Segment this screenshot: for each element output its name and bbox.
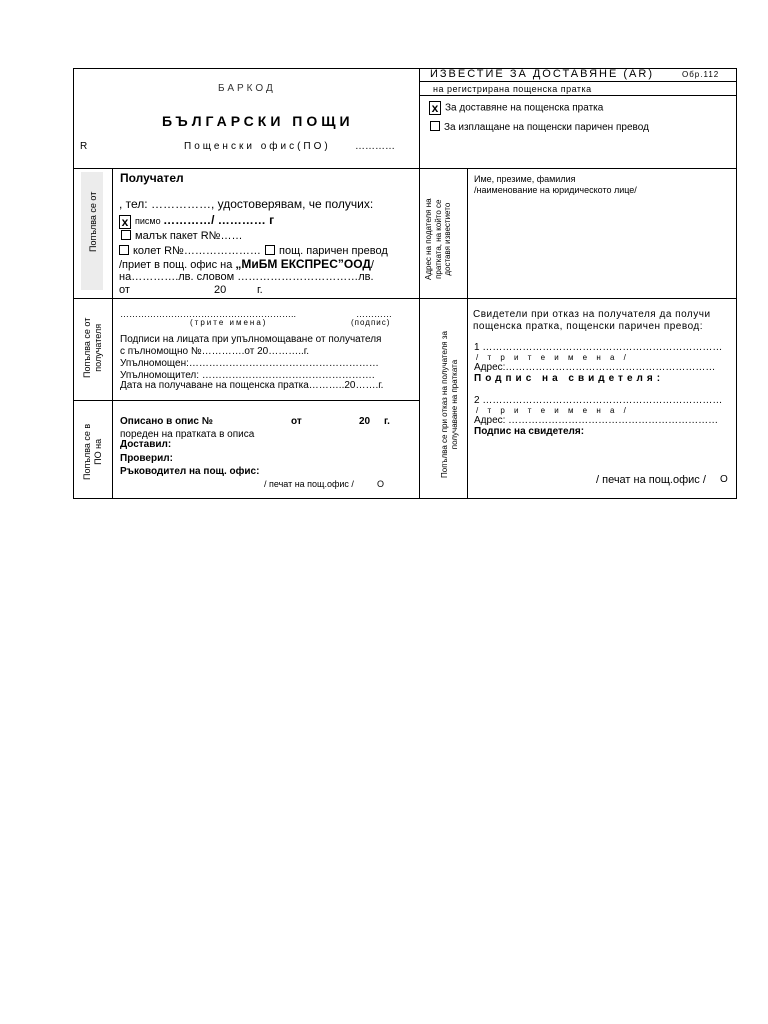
- year-label: 20: [214, 284, 227, 296]
- side-label-2-line-a: Попълва се от: [82, 317, 92, 378]
- receipt-date: Дата на получаване на пощенска пратка………..20…….г.: [120, 380, 384, 391]
- frame-right: [736, 68, 737, 499]
- option-payment-row: [430, 122, 649, 134]
- frame-bottom: [73, 498, 737, 499]
- refusal-side-line-b: получаване на пратката: [449, 359, 459, 450]
- post-office-dots: …………: [355, 141, 395, 152]
- witness-1-sign: Подпис на свидетеля:: [474, 373, 665, 384]
- accepted-line: [119, 258, 374, 272]
- entity-label: /наименование на юридическото лице/: [474, 185, 637, 195]
- h-line-400: [73, 400, 420, 401]
- right-col-divider: [467, 168, 468, 499]
- names-dots: …………………………………………………..: [120, 309, 297, 319]
- h-line-298: [73, 298, 737, 299]
- letter-fill: …………/ ………… г: [163, 213, 275, 227]
- inventory-year: 20: [359, 416, 371, 427]
- name-label: Име, презиме, фамилия: [474, 174, 576, 184]
- inventory-g: г.: [384, 416, 390, 427]
- checked-label: Проверил:: [120, 453, 173, 464]
- side-label-2: [82, 318, 104, 378]
- left-stamp-o: О: [377, 479, 385, 489]
- r-label: R: [80, 141, 88, 152]
- subtitle-underline: [420, 95, 737, 96]
- inventory-number: пореден на пратката в описа: [120, 429, 255, 440]
- amount-line: на………….лв. словом ……………………………лв.: [119, 271, 374, 283]
- letter-checkbox[interactable]: x: [119, 215, 131, 229]
- company-name: „МиБМ ЕКСПРЕС”ООД: [235, 257, 371, 271]
- witness-2-names-caption: / т р и т е и м е н а /: [476, 406, 630, 415]
- witness-2-address: Адрес: ………………………………………………………: [474, 415, 719, 426]
- side-label-3-line-a: Попълва се в: [82, 423, 92, 480]
- side-label-3: [82, 424, 104, 480]
- address-side-line-c: доставя известието: [443, 202, 453, 276]
- small-packet-row: [121, 230, 242, 243]
- accepted-suffix: /: [370, 259, 374, 271]
- witness-1-line: 1 ………………………………………………………………: [474, 342, 723, 353]
- money-transfer-label: пощ. паричен превод: [279, 245, 388, 257]
- parcel-label: колет R№…………………: [133, 245, 261, 257]
- side-label-1: Попълва се от: [88, 191, 98, 252]
- barcode-label: БАРКОД: [218, 83, 276, 94]
- delivered-label: Доставил:: [120, 439, 172, 450]
- proxy-no: с пълномощно №………….от 20………..г.: [120, 346, 309, 357]
- inventory-label: Описано в опис №: [120, 416, 213, 427]
- money-transfer-row: [265, 245, 388, 258]
- left-col-divider: [112, 168, 113, 499]
- witness-title-1: Свидетели при отказ на получателя да получи: [473, 309, 711, 320]
- option-delivery-label: За доставяне на пощенска пратка: [445, 102, 604, 114]
- sign-dots: …………: [356, 309, 392, 319]
- notice-subtitle: на регистрирана пощенска пратка: [433, 84, 592, 94]
- three-names-caption: (трите имена): [190, 318, 268, 327]
- center-divider: [419, 68, 420, 499]
- right-stamp-label: / печат на пощ.офис /: [596, 474, 706, 486]
- org-name: БЪЛГАРСКИ ПОЩИ: [162, 113, 354, 129]
- accepted-prefix: /приет в пощ. офис на: [119, 259, 233, 271]
- witness-2-line: 2 ………………………………………………………………: [474, 395, 723, 406]
- witness-1-address: Адрес:………………………………………………………: [474, 362, 716, 373]
- notice-title: ИЗВЕСТИЕ ЗА ДОСТАВЯНЕ (AR): [430, 68, 654, 80]
- witness-1-names-caption: / т р и т е и м е н а /: [476, 353, 630, 362]
- header-underline: [420, 81, 737, 82]
- phone-line: , тел: ……………, удостоверявам, че получих:: [119, 197, 374, 211]
- manager-label: Ръководител на пощ. офис:: [120, 466, 260, 477]
- payment-checkbox[interactable]: [430, 121, 440, 131]
- delivery-checkbox[interactable]: x: [429, 101, 441, 115]
- option-delivery-row: [429, 101, 603, 115]
- right-stamp-o: О: [720, 474, 728, 485]
- from-label: от: [119, 284, 130, 296]
- h-line-168: [73, 168, 737, 169]
- form-number: Обр.112: [682, 70, 720, 79]
- side-label-2-line-b: получателя: [92, 323, 103, 372]
- left-stamp-label: / печат на пощ.офис /: [264, 479, 354, 489]
- year-suffix: г.: [257, 284, 263, 296]
- witness-2-sign: Подпис на свидетеля:: [474, 426, 585, 437]
- money-transfer-checkbox[interactable]: [265, 245, 275, 255]
- post-office-label: Пощенски офис(ПО): [184, 141, 331, 152]
- recipient-title: Получател: [120, 171, 184, 185]
- address-side-label: [424, 198, 453, 280]
- proxy-holder: Упълномощен:…………………………………………………: [120, 358, 379, 369]
- signature-caption: (подпис): [351, 318, 391, 327]
- parcel-checkbox[interactable]: [119, 245, 129, 255]
- address-side-line-b: пратката, на който се: [433, 199, 443, 279]
- witness-title-2: пощенска пратка, пощенски паричен превод:: [473, 321, 704, 332]
- small-packet-checkbox[interactable]: [121, 230, 131, 240]
- inventory-from: от: [291, 416, 302, 427]
- small-packet-label: малък пакет R№……: [135, 230, 243, 242]
- proxy-title: Подписи на лицата при упълномощаване от получателя: [120, 334, 382, 345]
- address-side-line-a: Адрес на подателя на: [424, 198, 433, 280]
- frame-left: [73, 68, 74, 499]
- parcel-row: [119, 245, 261, 258]
- option-payment-label: За изплащане на пощенски паричен превод: [444, 122, 649, 133]
- refusal-side-label: [440, 331, 459, 478]
- letter-row: [119, 214, 274, 229]
- letter-label: писмо: [135, 216, 161, 226]
- proxy-giver: Упълномощител: …………………………………………….: [120, 370, 375, 381]
- side-label-3-line-b: ПО на: [92, 438, 103, 465]
- refusal-side-line-a: Попълва се при отказ на получателя за: [440, 331, 449, 478]
